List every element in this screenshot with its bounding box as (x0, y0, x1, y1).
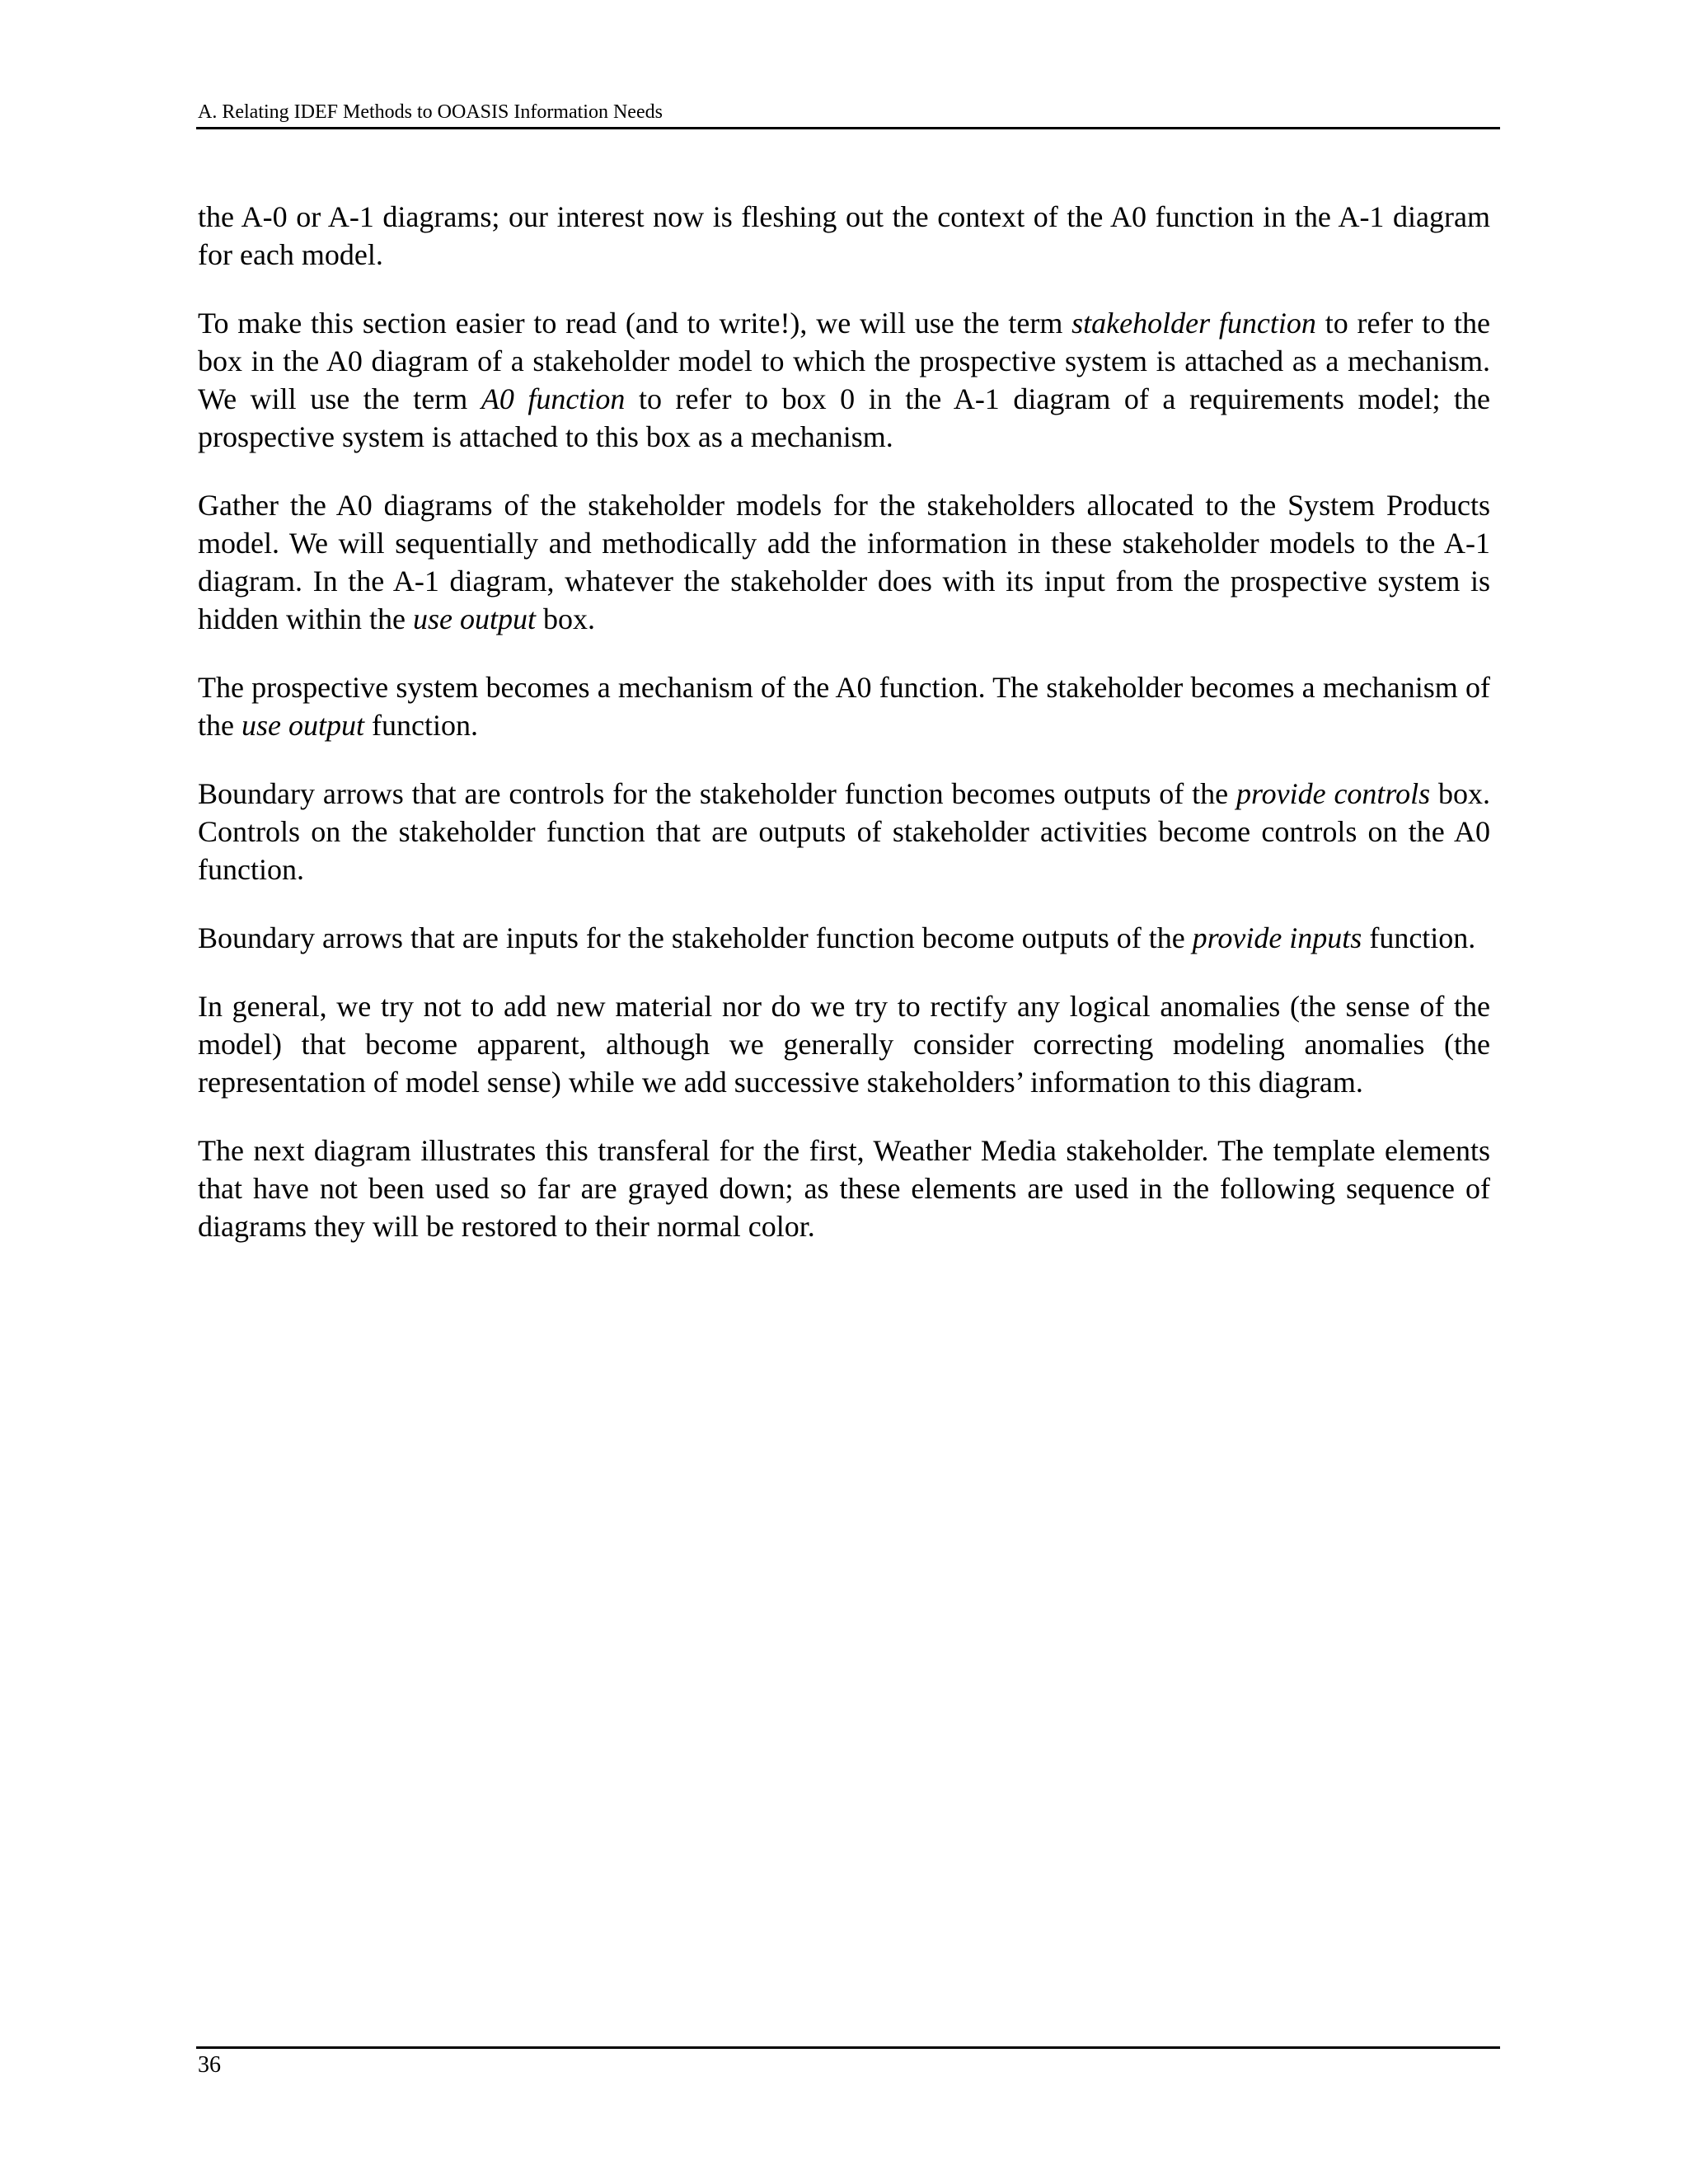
paragraph-5 (198, 775, 1490, 888)
footer-rule (196, 2046, 1500, 2049)
paragraph-4-text-c: function. (363, 709, 478, 742)
paragraph-4-text-a: The prospective system becomes a mechanism of the A0 function. The stakeholder becomes a mechanism of the (198, 671, 1490, 742)
paragraph-6 (198, 919, 1490, 957)
paragraph-3 (198, 486, 1490, 638)
paragraph-6-text-a: Boundary arrows that are inputs for the stakeholder function become outputs of the (198, 921, 1193, 954)
term-use-output: use output (412, 602, 536, 635)
paragraph-4 (198, 668, 1490, 744)
paragraph-6-text-c: function. (1362, 921, 1476, 954)
running-header: A. Relating IDEF Methods to OOASIS Information Needs (198, 101, 663, 123)
term-provide-inputs: provide inputs (1192, 921, 1362, 954)
paragraph-5-text-c: box. Controls on the stakeholder function that are outputs of stakeholder activities become controls on the A0 function. (198, 777, 1490, 886)
term-stakeholder-function: stakeholder function (1071, 307, 1316, 340)
paragraph-2-text-a: To make this section easier to read (and to write!), we will use the term (198, 307, 1072, 340)
paragraph-7-text: In general, we try not to add new material nor do we try to rectify any logical anomalies (the sense of the model) that become apparent, although we generally consider correcting modeling anomalies (the representation of model sense) while we add successive stakeholders’ information to this diagram. (198, 990, 1490, 1099)
paragraph-1 (198, 198, 1490, 274)
header-rule (196, 127, 1500, 129)
term-provide-controls: provide controls (1236, 777, 1431, 810)
paragraph-3-text-c: box. (535, 602, 595, 635)
paragraph-8 (198, 1132, 1490, 1245)
paragraph-2-text-c: to refer to the box in the A0 diagram of a stakeholder model to which the prospective system is attached as a mechanism. We will use the term (198, 307, 1490, 415)
paragraph-2-text-e: to refer to box 0 in the A-1 diagram of a requirements model; the prospective system is attached to this box as a mechanism. (198, 382, 1490, 453)
body-text (198, 198, 1490, 1276)
page-number: 36 (198, 2052, 221, 2078)
paragraph-2 (198, 304, 1490, 456)
paragraph-1-text: the A-0 or A-1 diagrams; our interest now is fleshing out the context of the A0 function in the A-1 diagram for each model. (198, 200, 1490, 271)
paragraph-3-text-a: Gather the A0 diagrams of the stakeholder models for the stakeholders allocated to the System Products model. We will sequentially and methodically add the information in these stakeholder models to the A-1 diagram. In the A-1 diagram, whatever the stakeholder does with its input from the prospective system is hidden within the (198, 489, 1490, 635)
paragraph-5-text-a: Boundary arrows that are controls for the stakeholder function becomes outputs of the (198, 777, 1236, 810)
paragraph-8-text: The next diagram illustrates this transferal for the first, Weather Media stakeholder. The template elements that have not been used so far are grayed down; as these elements are used in the following sequence of diagrams they will be restored to their normal color. (198, 1134, 1490, 1243)
paragraph-7 (198, 987, 1490, 1101)
term-a0-function: A0 function (481, 382, 626, 415)
term-use-output: use output (241, 709, 364, 742)
